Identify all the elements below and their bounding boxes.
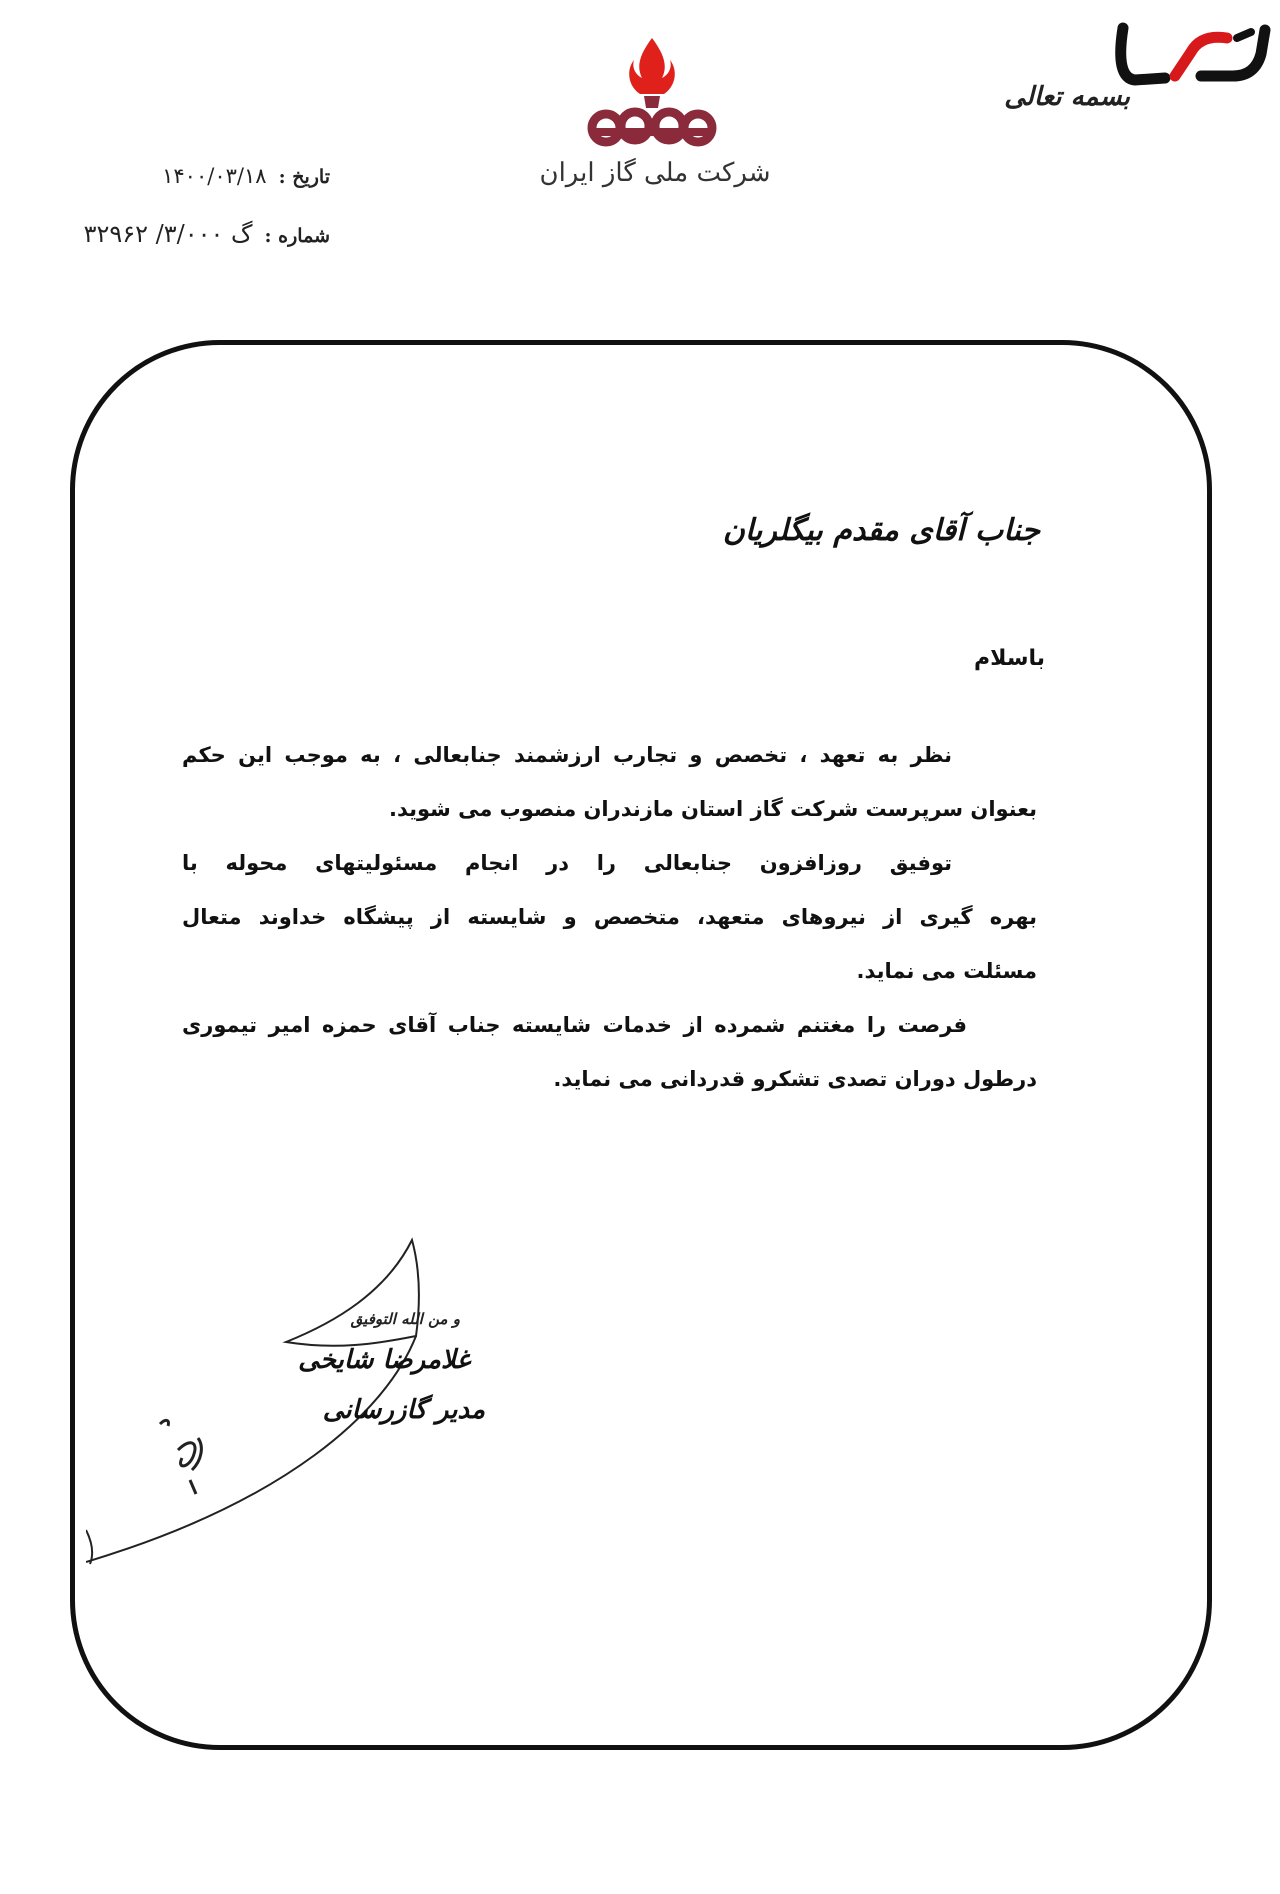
number-label: شماره :	[264, 225, 330, 247]
date-value: ۱۴۰۰/۰۳/۱۸	[162, 164, 267, 188]
greeting: باسلام	[974, 646, 1045, 671]
body-line: بهره گیری از نیروهای متعهد، متخصص و شایسته از پیشگاه خداوند متعال	[182, 905, 1037, 929]
bismillah-heading: بسمه تعالی	[1004, 82, 1130, 112]
watermark-logo	[1105, 18, 1275, 92]
closing-phrase: و من الله التوفیق	[350, 1310, 460, 1328]
signer-title: مدیر گازرسانی	[322, 1395, 485, 1425]
date-label: تاریخ :	[278, 166, 330, 188]
body-line: مسئلت می نماید.	[856, 959, 1037, 983]
body-line: بعنوان سرپرست شرکت گاز استان مازندران منصوب می شوید.	[388, 797, 1037, 821]
body-line: نظر به تعهد ، تخصص و تجارب ارزشمند جنابعالی ، به موجب این حکم	[182, 743, 952, 767]
company-name: شرکت ملی گاز ایران	[539, 158, 771, 188]
number-value: گ ۳/۰۰۰/ ۳۲۹۶۲	[83, 220, 253, 248]
date-field	[120, 164, 330, 194]
signer-name: غلامرضا شایخی	[298, 1345, 470, 1375]
body-line: توفیق روزافزون جنابعالی را در انجام مسئولیتهای محوله با	[182, 851, 952, 875]
company-logo	[582, 36, 722, 154]
body-line: فرصت را مغتنم شمرده از خدمات شایسته جناب آقای حمزه امیر تیموری	[182, 1013, 967, 1037]
body-line: درطول دوران تصدی تشکرو قدردانی می نماید.	[553, 1067, 1037, 1091]
letter-number-field	[40, 220, 330, 250]
recipient-title: جناب آقای مقدم بیگلریان	[722, 513, 1040, 548]
